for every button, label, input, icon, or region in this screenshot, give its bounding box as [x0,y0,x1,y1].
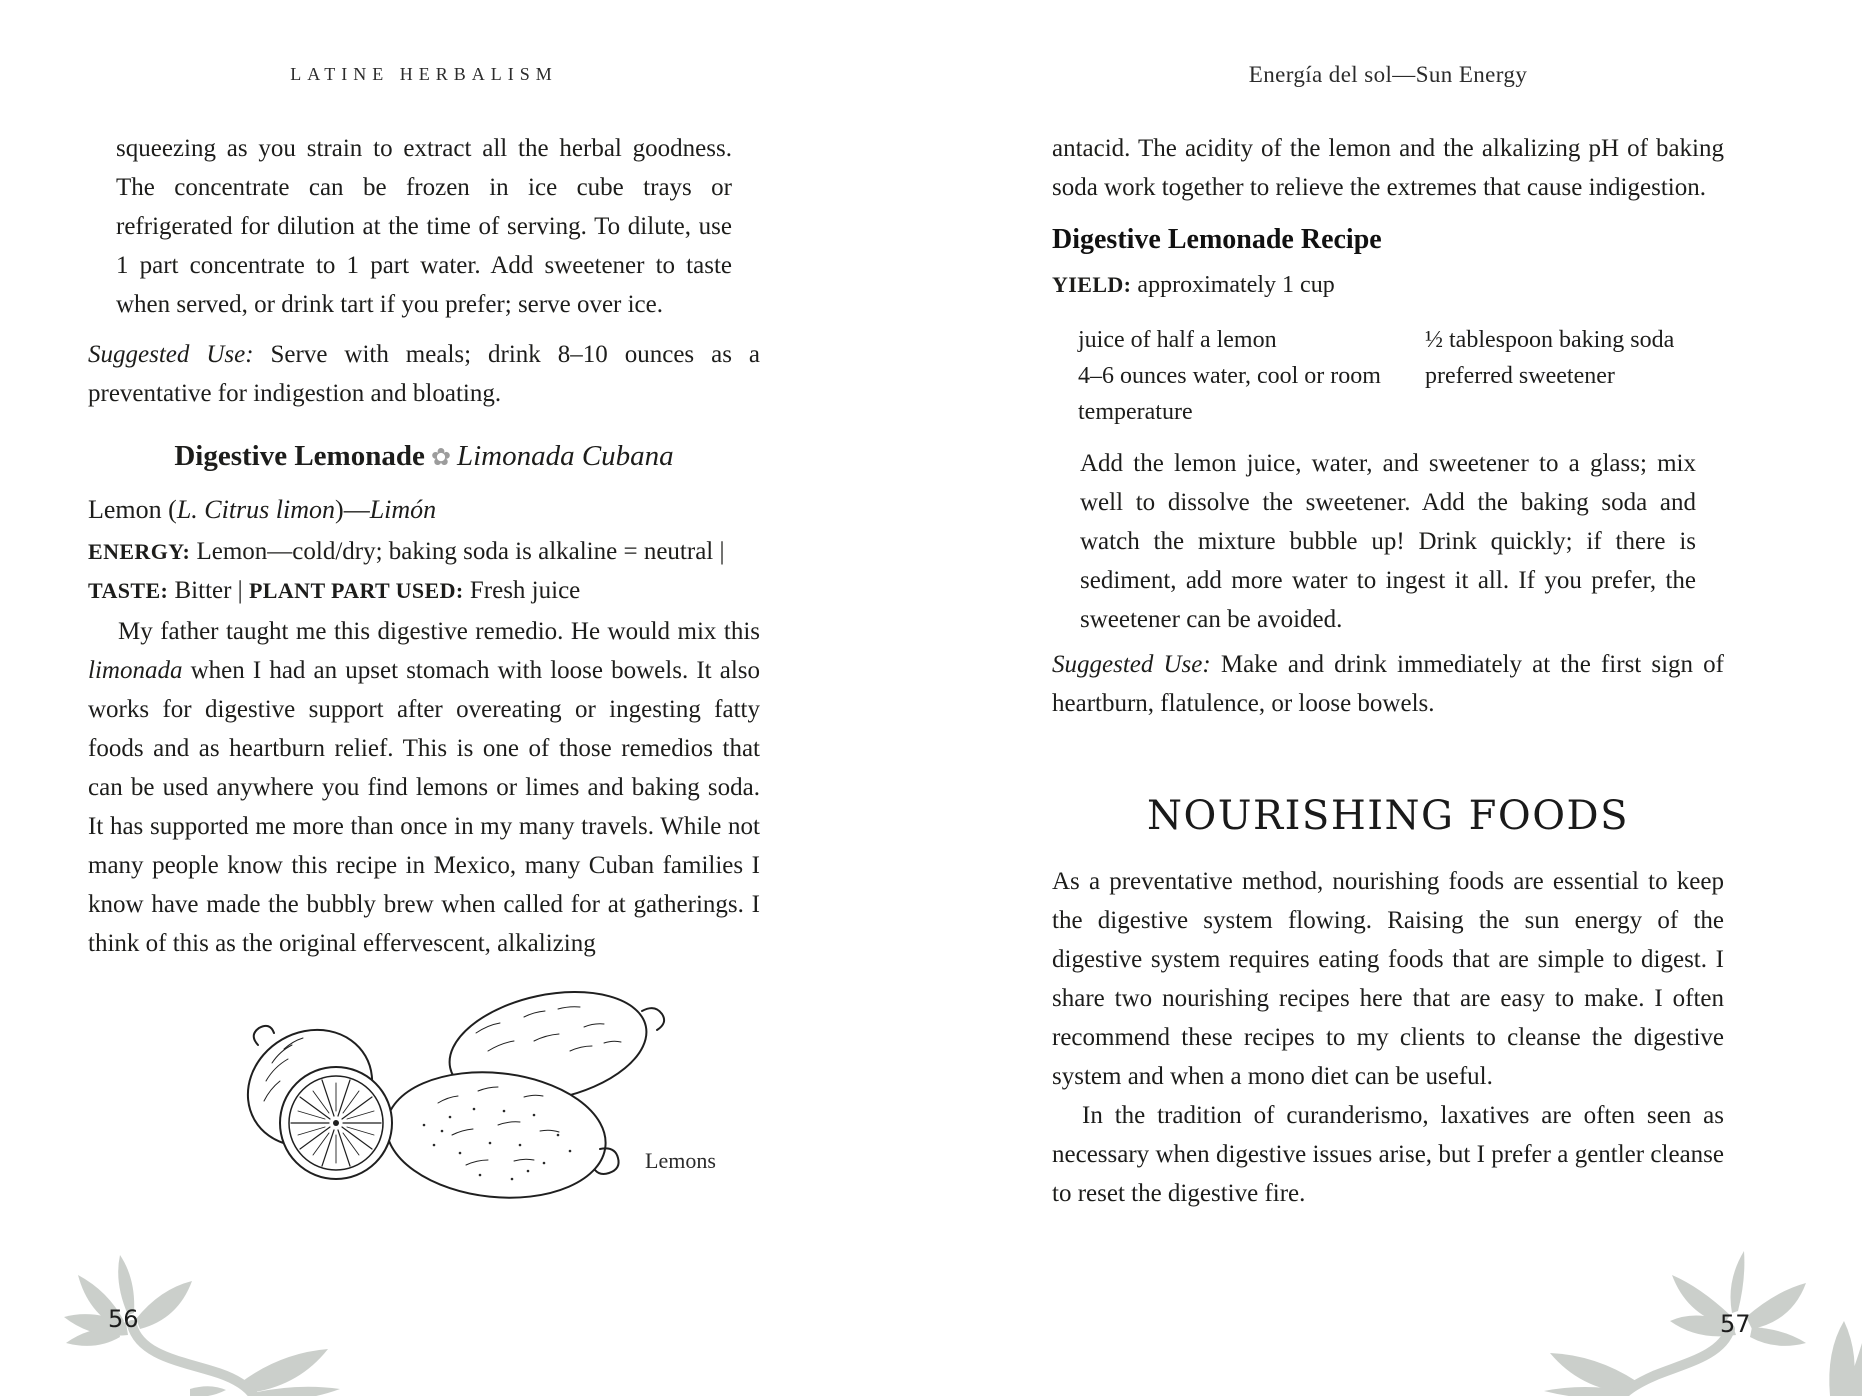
nourishing-paragraph-2: In the tradition of curanderismo, laxatives are often seen as necessary when digestive issues arise, but I prefer a gentler cleanse to reset the digestive fire. [1052,1102,1724,1207]
corner-ornament-left [40,1243,370,1396]
energy-label: ENERGY: [88,539,191,564]
recipe-heading-english: Digestive Lemonade [174,440,425,472]
ingredients-column-2 [1425,322,1690,430]
ingredients-column-1 [1078,322,1425,430]
nourishing-paragraph-1: As a preventative method, nourishing foods are essential to keep the digestive system flowing. Raising the sun energy of the digestive system requires eating foods that are simple to digest. I share two nourishing recipes here that are easy to make. I often recommend these recipes to my clients to cleanse the digestive system and when a mono diet can be useful. [1052,868,1724,1090]
paragraph-continuation: antacid. The acidity of the lemon and the alkalizing pH of baking soda work together to relieve the extremes that cause indigestion. [1052,135,1724,201]
yield-value: approximately 1 cup [1137,272,1335,298]
ingredient-item: juice of half a lemon [1078,327,1277,353]
running-head-right: Energía del sol—Sun Energy [1248,62,1528,87]
energy-value: Lemon—cold/dry; baking soda is alkaline = neutral | [196,538,725,565]
ingredients-list [1078,322,1698,430]
recipe-section-heading: Digestive Lemonade Recipe [1052,224,1382,255]
yield-label: YIELD: [1052,272,1132,297]
page-number-right: 57 [1720,1310,1751,1338]
plant-part-label: PLANT PART USED: [248,578,464,603]
plant-common-es: Limón [369,495,437,524]
plant-part-value: Fresh juice [469,577,581,604]
yield-line [1052,272,1724,299]
corner-ornament-right [1500,1243,1862,1396]
plant-common-en: Lemon ( [88,495,177,524]
recipe-heading-spanish: Limonada Cubana [456,440,674,472]
plant-dash: )— [335,495,370,524]
flower-icon: ✿ [430,443,451,471]
suggested-use-paragraph [1052,645,1724,723]
section-title: NOURISHING FOODS [1147,793,1629,839]
suggested-use-label: Suggested Use: [1052,651,1211,678]
right-page [1052,0,1724,1396]
left-page [88,0,760,1396]
illustration-caption: Lemons [645,1148,716,1173]
suggested-use-paragraph [88,335,760,413]
recipe-heading [88,436,760,477]
body-paragraph [88,612,760,963]
body-text-1: My father taught me this digestive remedio. He would mix this [118,618,760,645]
paragraph-continuation: squeezing as you strain to extract all the herbal goodness. The concentrate can be frozen in ice cube trays or refrigerated for dilution at the time of serving. To dilute, use 1 part concentrate to 1 part water. Add sweetener to taste when served, or drink tart if you prefer; serve over ice. [116,135,732,318]
ingredient-item: 4–6 ounces water, cool or room temperature [1078,363,1381,425]
suggested-use-text: Serve with meals; drink 8–10 ounces as a preventative for indigestion and bloating. [88,341,761,407]
plant-latin-name: L. Citrus limon [176,495,336,524]
plant-name-line [88,490,760,529]
taste-label: TASTE: [88,578,169,603]
taste-value: Bitter | [174,577,243,604]
suggested-use-label: Suggested Use: [88,341,254,368]
body-text-2: when I had an upset stomach with loose bowels. It also works for digestive support after overeating or ingesting fatty foods and as heartburn relief. This is one of those remedios that can be used anywhere you find lemons or limes and baking soda. It has supported me more than once in my many travels. While not many people know this recipe in Mexico, many Cuban families I know have made the bubbly brew when called for at gatherings. I think of this as the original effervescent, alkalizing [88,657,761,957]
directions-paragraph: Add the lemon juice, water, and sweetener to a glass; mix well to dissolve the sweetener. Add the baking soda and watch the mixture bubble up! Drink quickly; if there is sediment, add more water to ingest it all. If you prefer, the sweetener can be avoided. [1080,450,1696,633]
ingredient-item: preferred sweetener [1425,363,1615,389]
suggested-use-text: Make and drink immediately at the first sign of heartburn, flatulence, or loose bowels. [1052,651,1725,717]
lemons-illustration [228,985,728,1215]
running-head-left: LATINE HERBALISM [290,64,558,84]
ingredient-item: ½ tablespoon baking soda [1425,327,1675,353]
energy-taste-line [88,532,760,610]
body-text-italic: limonada [88,657,183,684]
page-number-left: 56 [108,1305,139,1333]
